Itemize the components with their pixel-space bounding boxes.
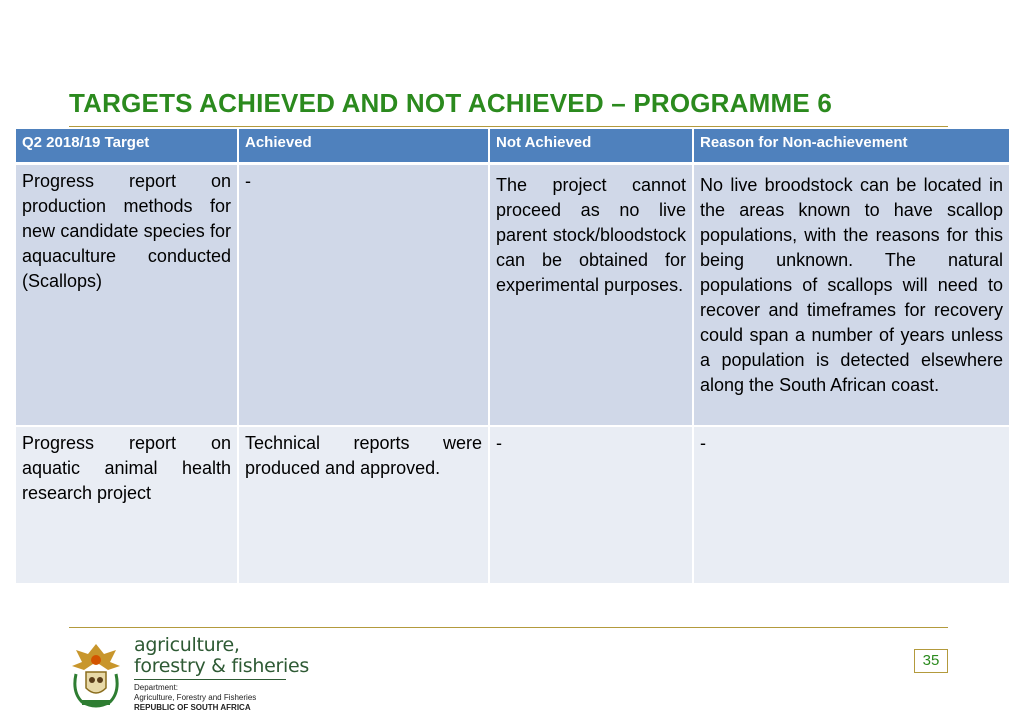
footer-divider <box>69 627 948 628</box>
brand-divider <box>134 679 286 680</box>
table-row <box>16 163 1009 426</box>
cell-target: Progress report on aquatic animal health research project <box>16 426 238 584</box>
brand-name-line2: forestry & fisheries <box>134 655 309 677</box>
header-achieved: Achieved <box>238 129 489 163</box>
country-name: REPUBLIC OF SOUTH AFRICA <box>134 703 251 712</box>
table-header-row <box>16 129 1009 163</box>
table-row <box>16 426 1009 584</box>
coat-of-arms-icon <box>68 640 124 710</box>
header-not-achieved: Not Achieved <box>489 129 693 163</box>
cell-target: Progress report on production methods for new candidate species for aquaculture conducted (Scallops) <box>16 163 238 426</box>
header-reason: Reason for Non-achievement <box>693 129 1009 163</box>
page-number: 35 <box>914 649 948 673</box>
cell-reason: - <box>693 426 1009 584</box>
cell-reason: No live broodstock can be located in the areas known to have scallop populations, with the reasons for this being unknown. The natural populations of scallops will need to recover and timeframes for recovery could span a number of years unless a population is detected elsewhere along the South African coast. <box>693 163 1009 426</box>
department-name: Agriculture, Forestry and Fisheries <box>134 693 257 702</box>
department-label: Department: <box>134 683 179 692</box>
cell-not-achieved: The project cannot proceed as no live parent stock/bloodstock can be obtained for experimental purposes. <box>489 163 693 426</box>
header-target: Q2 2018/19 Target <box>16 129 238 163</box>
targets-table <box>16 129 1009 585</box>
brand-name-line1: agriculture, <box>134 634 240 656</box>
title-divider <box>69 126 948 127</box>
cell-not-achieved: - <box>489 426 693 584</box>
page-title: TARGETS ACHIEVED AND NOT ACHIEVED – PROGRAMME 6 <box>69 88 832 118</box>
cell-achieved: - <box>238 163 489 426</box>
cell-achieved: Technical reports were produced and approved. <box>238 426 489 584</box>
